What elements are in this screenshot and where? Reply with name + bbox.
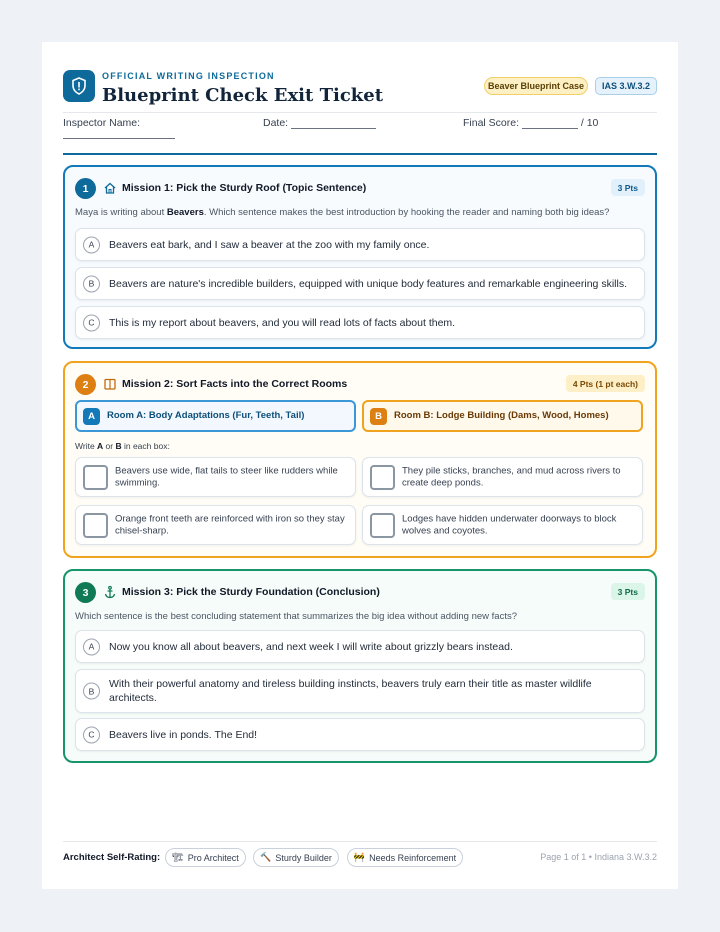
option-b[interactable]	[75, 669, 645, 713]
room-badge: A	[83, 408, 100, 425]
fact-text: They pile sticks, branches, and mud across rivers to create deep ponds.	[402, 465, 621, 488]
answer-box[interactable]	[83, 513, 108, 538]
fact-card	[362, 505, 643, 545]
room-a-label	[75, 400, 356, 432]
option-letter: A	[83, 638, 100, 655]
mission-number: 1	[75, 178, 96, 199]
option-letter: B	[83, 275, 100, 292]
option-letter: B	[83, 683, 100, 700]
mission-3-card	[63, 569, 657, 763]
rating-sturdy-builder[interactable]: 🔨 Sturdy Builder	[253, 848, 339, 867]
fact-text: Lodges have hidden underwater doorways to block wolves and coyotes.	[402, 513, 617, 536]
anchor-icon	[103, 585, 117, 599]
page-info: Page 1 of 1 • Indiana 3.W.3.2	[540, 852, 657, 862]
standard-tag: IAS 3.W.3.2	[595, 77, 657, 95]
house-icon	[103, 181, 117, 195]
option-c[interactable]	[75, 718, 645, 751]
room-text: Room A: Body Adaptations (Fur, Teeth, Tail)	[107, 410, 305, 421]
option-text: This is my report about beavers, and you will read lots of facts about them.	[109, 316, 456, 329]
answer-box[interactable]	[370, 513, 395, 538]
option-letter: C	[83, 314, 100, 331]
mission-prompt: Maya is writing about Beavers. Which sentence makes the best introduction by hooking the reader and naming both big ideas?	[75, 207, 610, 218]
score-line[interactable]	[522, 119, 578, 129]
mission-title: Mission 2: Sort Facts into the Correct Rooms	[122, 378, 348, 390]
room-badge: B	[370, 408, 387, 425]
case-tag: Beaver Blueprint Case	[484, 77, 588, 95]
rating-needs-reinforcement[interactable]: 🚧 Needs Reinforcement	[347, 848, 463, 867]
shield-icon	[63, 70, 95, 102]
score-field[interactable]	[463, 117, 598, 129]
fact-card	[75, 505, 356, 545]
room-b-label	[362, 400, 643, 432]
points-badge: 3 Pts	[611, 583, 645, 600]
answer-box[interactable]	[370, 465, 395, 490]
option-b[interactable]	[75, 267, 645, 300]
option-letter: A	[83, 236, 100, 253]
book-icon	[103, 377, 117, 391]
header	[63, 68, 657, 110]
mission-number: 3	[75, 582, 96, 603]
header-divider	[63, 112, 657, 113]
inspector-name-field[interactable]	[63, 117, 140, 129]
option-a[interactable]	[75, 630, 645, 663]
mission-number: 2	[75, 374, 96, 395]
construction-icon: 🚧	[353, 852, 366, 862]
crane-icon: 🏗	[172, 852, 184, 862]
score-label: Final Score:	[463, 117, 520, 129]
option-text: Now you know all about beavers, and next week I will write about grizzly bears instead.	[109, 640, 513, 653]
mission-2-card	[63, 361, 657, 558]
option-text: Beavers eat bark, and I saw a beaver at the zoo with my family once.	[109, 238, 430, 251]
option-letter: C	[83, 726, 100, 743]
sort-instruction: Write A or B in each box:	[75, 441, 170, 451]
fact-text: Orange front teeth are reinforced with iron so they stay chisel-sharp.	[115, 513, 345, 536]
fact-text: Beavers use wide, flat tails to steer like rudders while swimming.	[115, 465, 338, 488]
self-rating-label: Architect Self-Rating:	[63, 852, 161, 863]
fact-card	[75, 457, 356, 497]
score-total: / 10	[580, 117, 599, 129]
option-c[interactable]	[75, 306, 645, 339]
rating-pro-architect[interactable]: 🏗 Pro Architect	[165, 848, 246, 867]
fact-card	[362, 457, 643, 497]
option-text: Beavers are nature's incredible builders, equipped with unique body features and remarkable engineering skills.	[109, 277, 627, 290]
answer-box[interactable]	[83, 465, 108, 490]
mission-title: Mission 1: Pick the Sturdy Roof (Topic Sentence)	[122, 182, 367, 194]
worksheet-page	[42, 42, 678, 889]
option-text: Beavers live in ponds. The End!	[109, 728, 258, 741]
inspector-name-line[interactable]	[63, 138, 175, 139]
section-divider	[63, 153, 657, 155]
page-title: Blueprint Check Exit Ticket	[102, 85, 384, 106]
footer-divider	[63, 841, 657, 842]
header-kicker: OFFICIAL WRITING INSPECTION	[102, 71, 275, 81]
room-text: Room B: Lodge Building (Dams, Wood, Homes)	[394, 410, 609, 421]
date-label: Date:	[263, 117, 289, 129]
points-badge: 4 Pts (1 pt each)	[566, 375, 645, 392]
hammer-icon: 🔨	[260, 852, 272, 862]
option-text: With their powerful anatomy and tireless building instincts, beavers truly earn their title as master wildlife architects.	[109, 678, 592, 704]
mission-prompt: Which sentence is the best concluding statement that summarizes the big idea without adding new facts?	[75, 611, 517, 622]
option-a[interactable]	[75, 228, 645, 261]
mission-title: Mission 3: Pick the Sturdy Foundation (Conclusion)	[122, 586, 380, 598]
points-badge: 3 Pts	[611, 179, 645, 196]
date-field[interactable]	[263, 117, 376, 129]
date-line[interactable]	[291, 119, 376, 129]
mission-1-card	[63, 165, 657, 349]
inspector-name-label: Inspector Name:	[63, 117, 141, 129]
